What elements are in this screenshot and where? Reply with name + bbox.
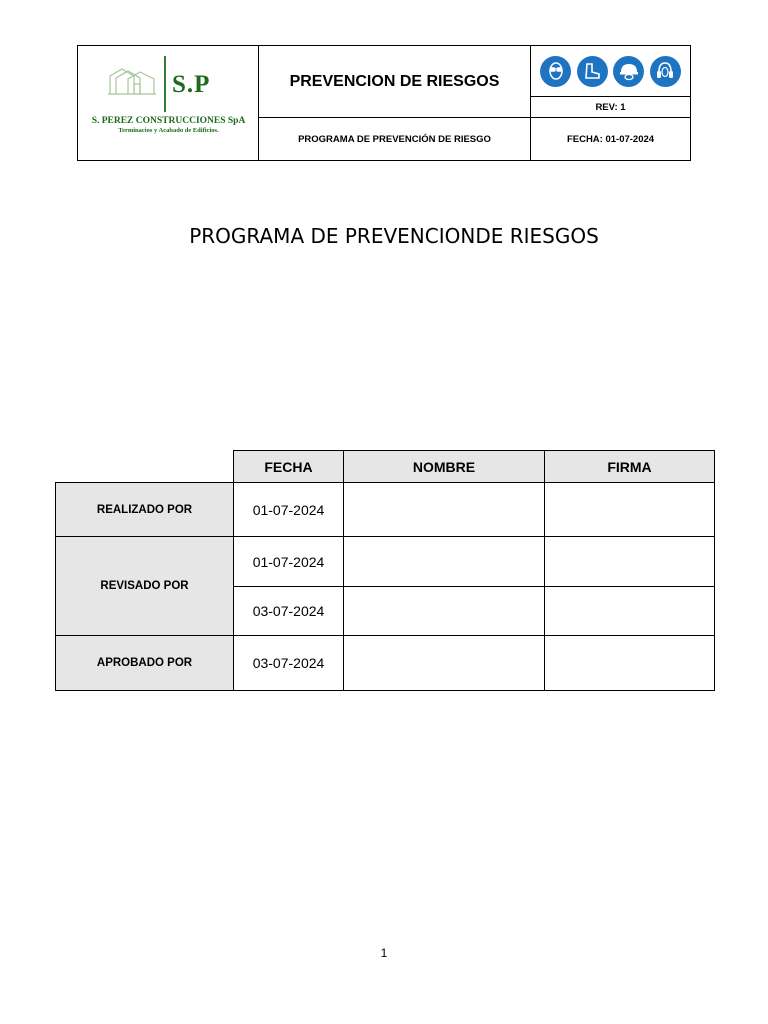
ppe-icons: [531, 46, 690, 97]
row-label-realizado: REALIZADO POR: [55, 482, 234, 537]
name-cell-aprobado[interactable]: [343, 635, 545, 691]
name-cell-revisado-1[interactable]: [343, 536, 545, 587]
date-cell-revisado-1: 01-07-2024: [233, 536, 344, 587]
logo-initials: S.P: [172, 71, 211, 98]
date-cell-revisado-2: 03-07-2024: [233, 586, 344, 636]
ear-protection-icon: [650, 56, 681, 87]
date-cell-realizado: 01-07-2024: [233, 482, 344, 537]
name-cell-revisado-2[interactable]: [343, 586, 545, 636]
signature-cell-revisado-1[interactable]: [544, 536, 715, 587]
header-date: FECHA: 01-07-2024: [566, 133, 655, 145]
signature-cell-revisado-2[interactable]: [544, 586, 715, 636]
page-number: 1: [380, 946, 388, 960]
safety-boot-icon: [577, 56, 608, 87]
revision-label: REV: 1: [531, 97, 690, 118]
header-subtitle: PROGRAMA DE PREVENCIÓN DE RIESGO: [259, 118, 531, 160]
company-tagline: Terminacios y Acabado de Edificios.: [118, 127, 219, 134]
column-header-firma: FIRMA: [544, 450, 715, 483]
name-cell-realizado[interactable]: [343, 482, 545, 537]
logo-divider: [164, 56, 166, 112]
document-title: PROGRAMA DE PREVENCIONDE RIESGOS: [189, 224, 599, 248]
column-header-fecha: FECHA: [233, 450, 344, 483]
document-header: [77, 45, 691, 161]
company-logo: [78, 46, 259, 160]
date-cell-aprobado: 03-07-2024: [233, 635, 344, 691]
safety-glasses-icon: [540, 56, 571, 87]
hard-hat-icon: [613, 56, 644, 87]
building-logo-icon: [108, 66, 158, 96]
header-title: PREVENCION DE RIESGOS: [259, 46, 531, 118]
row-label-aprobado: APROBADO POR: [55, 635, 234, 691]
company-name: S. PEREZ CONSTRUCCIONES SpA: [91, 116, 246, 126]
row-label-revisado: REVISADO POR: [55, 536, 234, 636]
signature-cell-realizado[interactable]: [544, 482, 715, 537]
column-header-nombre: NOMBRE: [343, 450, 545, 483]
signature-cell-aprobado[interactable]: [544, 635, 715, 691]
